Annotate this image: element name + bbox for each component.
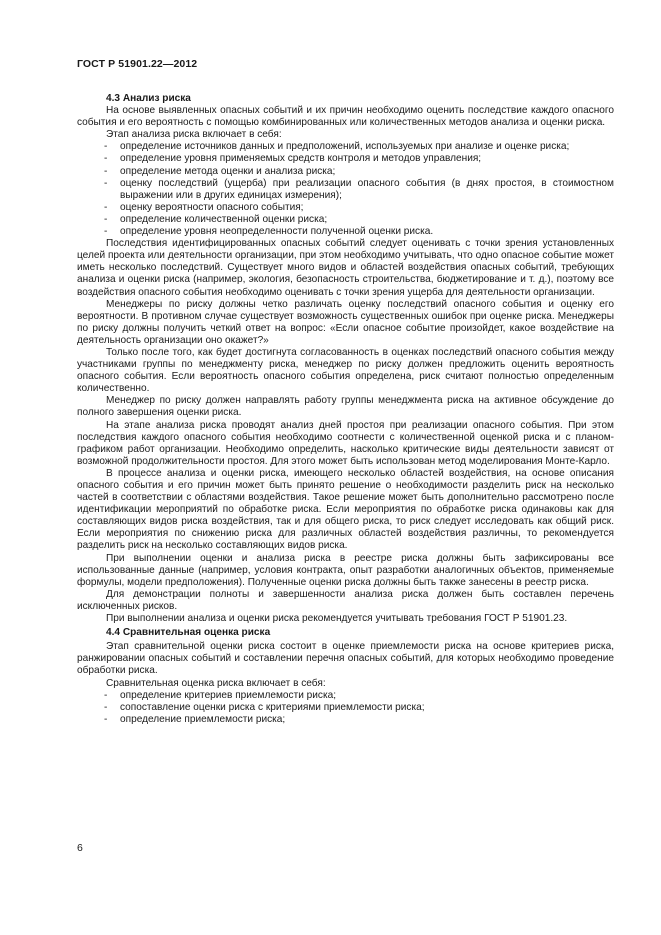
document-header: ГОСТ Р 51901.22—2012 — [77, 58, 198, 70]
list-item — [77, 702, 614, 714]
section-heading: 4.3 Анализ риска — [106, 93, 191, 104]
paragraph: В процессе анализа и оценки риска, имеющего несколько областей воздействия, на основе описания опасного события и его причин может быть принято решение о необходимости разделить риск на несколько частей в соответствии с областями воздействия. Такое решение может быть дополнительно рассмотрено после идентификации мероприятий по обработке риска. Если мероприятия по обработке риска одинаковы как для составляющих видов риска воздействия, так и для общего риска, то риск следует исследовать как общий риск. Если мероприятия по снижению риска для различных областей воздействия различны, то рекомендуется разделить риск на несколько составляющих видов риска. — [77, 467, 614, 552]
list-item-text: определение критериев приемлемости риска; — [120, 689, 337, 701]
list-item-text: определение уровня неопределенности полученной оценки риска. — [120, 226, 434, 238]
paragraph: Этап сравнительной оценки риска состоит в оценке приемлемости риска на основе критериев риска, ранжировании опасных событий и составлении перечня опасных событий, для которых необходимо проведение обработки риска. — [77, 641, 614, 677]
list-item-text: определение приемлемости риска; — [120, 713, 286, 725]
paragraph: Менеджеры по риску должны четко различать оценку последствий опасного события и оценку его вероятности. В противном случае существует возможность существенных ошибок при оценке риска. Менеджеры по риску должны получить четкий ответ на вопрос: «Если опасное событие произойдет, какое воздействие на деятельность организации оно окажет?» — [77, 298, 614, 346]
list-item — [77, 141, 614, 153]
list-dash: - — [104, 177, 108, 189]
list-dash: - — [104, 701, 108, 713]
list-item-text: оценку вероятности опасного события; — [120, 201, 304, 213]
list-dash: - — [104, 713, 108, 725]
paragraph: При выполнении оценки и анализа риска в реестре риска должны быть зафиксированы все использованные данные (например, условия контракта, опыт разработки аналогичных объектов, применяемые формулы, модели предположения). Полученные оценки риска должны быть также занесены в реестр риска. — [77, 552, 614, 588]
list-item — [77, 166, 614, 178]
list-item-text: определение уровня применяемых средств контроля и методов управления; — [120, 153, 482, 165]
list-dash: - — [104, 689, 108, 701]
list-item — [77, 714, 614, 726]
list-dash: - — [104, 201, 108, 213]
list-item — [77, 214, 614, 226]
section-heading: 4.4 Сравнительная оценка риска — [106, 627, 271, 639]
list-dash: - — [104, 153, 108, 165]
list-dash: - — [104, 165, 108, 177]
paragraph: Сравнительная оценка риска включает в себя: — [106, 677, 326, 689]
list-dash: - — [104, 141, 108, 153]
paragraph: Только после того, как будет достигнута согласованность в оценках последствий опасного события между участниками группы по менеджменту риска, менеджер по риску должен предложить оценить вероятность опасного события. Если вероятность опасного события определена, риск считают полностью определенным количественно. — [77, 346, 614, 395]
document-body — [77, 93, 614, 726]
list-item-text: оценку последствий (ущерба) при реализации опасного события (в днях простоя, в стоимостном выражении или в других единицах измерения); — [120, 177, 614, 201]
list-item — [77, 153, 614, 165]
list-item — [77, 178, 614, 202]
paragraph: При выполнении анализа и оценки риска рекомендуется учитывать требования ГОСТ Р 51901.23. — [106, 613, 568, 625]
paragraph: На этапе анализа риска проводят анализ дней простоя при реализации опасного события. При этом последствия каждого опасного события необходимо соотнести с количественной оценкой риска и с планом-графиком работ организации. Необходимо определить, насколько критические виды деятельности зависят от возможной продолжительности простоя. Для этого может быть использован метод моделирования Монте-Карло. — [77, 419, 614, 467]
list-item — [77, 202, 614, 214]
paragraph: Последствия идентифицированных опасных событий следует оценивать с точки зрения установленных целей проекта или деятельности организации, при этом необходимо учитывать, что одно опасное событие может иметь несколько последствий. Существует много видов и областей воздействия опасных событий, требующих анализа и оценки риска (например, экология, безопасность строительства, бюджетирование и т. д.), поэтому все воздействия опасного события необходимо оценивать с точки зрения ущерба для деятельности организации. — [77, 238, 614, 298]
paragraph: Этап анализа риска включает в себя: — [106, 129, 282, 141]
list-item — [77, 226, 614, 238]
list-item-text: сопоставление оценки риска с критериями приемлемости риска; — [120, 701, 425, 713]
list-item-text: определение источников данных и предположений, используемых при анализе и оценке риска; — [120, 141, 570, 153]
page-number: 6 — [77, 842, 83, 854]
list-dash: - — [104, 226, 108, 238]
list-item-text: определение метода оценки и анализа риска; — [120, 165, 336, 177]
list-item — [77, 690, 614, 702]
paragraph: Менеджер по риску должен направлять работу группы менеджмента риска на активное обсуждение до полного завершения оценки риска. — [77, 395, 614, 419]
paragraph: Для демонстрации полноты и завершенности анализа риска должен быть составлен перечень исключенных рисков. — [77, 588, 614, 612]
list-dash: - — [104, 213, 108, 225]
list-item-text: определение количественной оценки риска; — [120, 213, 328, 225]
paragraph: На основе выявленных опасных событий и их причин необходимо оценить последствие каждого опасного события и его вероятность с помощью комбинированных или количественных методов анализа и оценки риска. — [77, 105, 614, 129]
